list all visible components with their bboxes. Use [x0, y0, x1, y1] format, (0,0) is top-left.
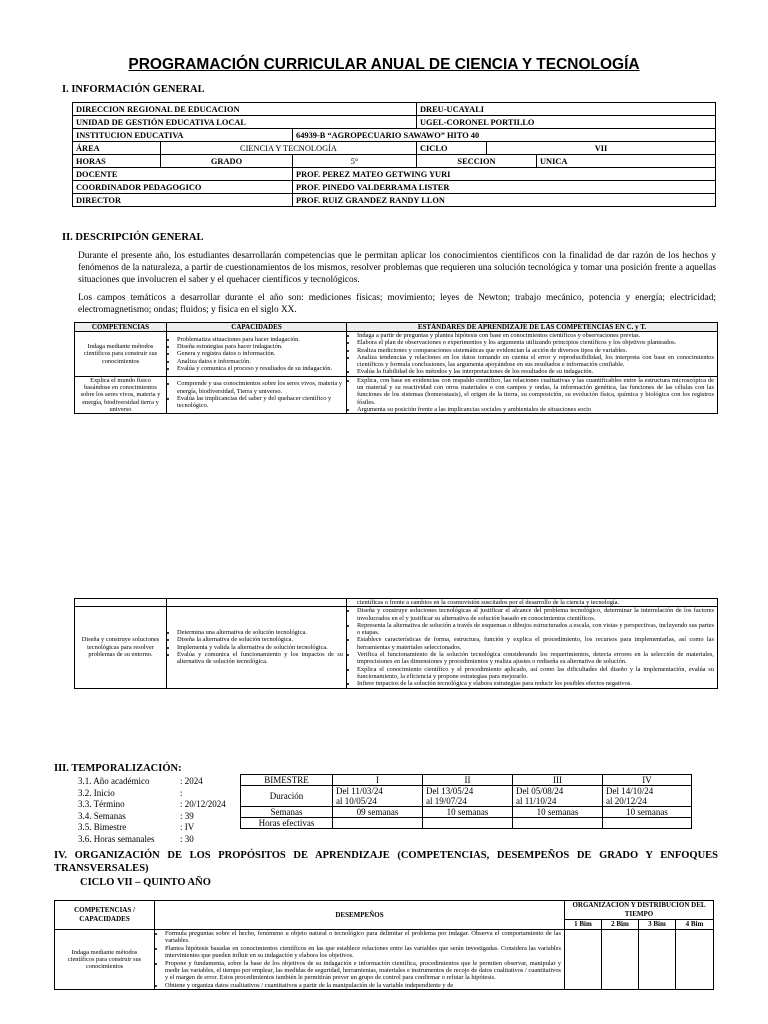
description-paragraph: Durante el presente año, los estudiantes desarrollarán competencias que le permitan aplicar los conocimientos científicos con la finalidad de dar razón de los hechos y fenómenos de la naturaleza, a partir de cuestionamientos de los mismos, resolver problemas que requieren una solución tecnológica y tomar una posición frente a aquellas situaciones que involucren el saber y el quehacer científicos y tecnológicos. — [78, 251, 716, 285]
list-item: 3.4. Semanas : 39 — [78, 810, 194, 821]
table-row: científicas o frente a cambios en la cosmovisión suscitados por el desarrollo de la ciencia y tecnología. — [75, 599, 718, 607]
cycle-label: CICLO VII – QUINTO AÑO — [80, 877, 211, 888]
section-temporalizacion: III. TEMPORALIZACIÓN: — [54, 763, 182, 774]
info-row: COORDINADOR PEDAGOGICO PROF. PINEDO VALDERRAMA LISTER — [73, 181, 716, 194]
list-item: 3.5. Bimestre : IV — [78, 822, 195, 832]
section-organizacion: IV. ORGANIZACIÓN DE LOS PROPÓSITOS DE APRENDIZAJE (COMPETENCIAS, DESEMPEÑOS DE GRADO Y ENFOQUES TRANSVERSALES) — [54, 850, 718, 874]
list-item: 3.3. Término : 20/12/2024 — [78, 799, 226, 809]
table-row: Duración Del 11/03/24 al 10/05/24 Del 13/05/24 al 19/07/24 Del 05/08/24 al 11/10/24 Del 14/10/24 al 20/12/24 — [241, 786, 692, 807]
table-header-row: BIMESTRE I II III IV — [241, 775, 692, 786]
info-row: INSTITUCION EDUCATIVA 64939-B “AGROPECUARIO SAWAWO” HITO 40 — [73, 129, 716, 142]
bimester-table — [240, 774, 692, 829]
table-row: Diseña y construye soluciones tecnológicas para resolver problemas de su entorno. • Determina una alternativa de solución tecnológica. • Diseña la alternativa de solución tecnológica. • Implementa y valida la alternativa de solución tecnológica. • Evalúa y comunica el funcionamiento y los impactos de su alternativa de solución tecnológica. • Diseña y construye soluciones tecnológicas al justificar el alcance del problema tecnológico, determinar la interrelación de los factores involucrados en el y justificar su alternativa de solución basado en conocimientos científicos. • Representa la alternativa de solución a través de esquemas o dibujos estructurados a escala, con vistas y perspectivas, incluyendo sus partes o etapas. • Establece características de forma, estructura, función y explica el procedimiento, los recursos para implementarlas, así como las herramientas y materiales seleccionados. • Verifica el funcionamiento de la solución tecnológica considerando los requerimientos, detecta errores en la selección de materiales, imprecisiones en las dimensiones y procedimientos y realiza ajustes o rediseña su alternativa de solución. • Explica el conocimiento científico y el procedimiento aplicado, así como las dificultades del diseño y la implementación, evalúa su funcionamiento, la eficiencia y propone estrategias para mejorarlo. • Infiere impactos de la solución tecnológica y elabora estrategias para reducir los posibles efectos negativos. — [75, 607, 718, 688]
table-row: Indaga mediante métodos científicos para construir sus conocimientos • Formula preguntas sobre el hecho, fenómeno u objeto natural o tecnológico para delimitar el problema por indagar. Observa el comportamiento de las variables. • Plantea hipótesis basadas en conocimientos científicos en las que establece relaciones entre las variables que serán investigadas. Considera las variables intervinientes que pueden influir en su indagación y elabora los objetivos. • Propone y fundamenta, sobre la base de los objetivos de su indagación e información científica, procedimientos que le permiten observar, manipular y medir las variables, el tiempo por emplear, las medidas de seguridad, herramientas, materiales e instrumentos de recojo de datos cualitativos / cuantitativos y el margen de error. Estos procedimientos también le permitirán prever un grupo de control para confirmar o refutar la hipótesis. • Obtiene y organiza datos cualitativos / cuantitativos a partir de la manipulación de la variable independiente y de — [55, 930, 714, 990]
table-row: Explica el mundo físico basándose en conocimientos sobre los seres vivos, materia y energía, biodiversidad tierra y universo • Comprende y usa conocimientos sobre los seres vivos, materia y energía, biodiversidad, Tierra y universo. • Evalúa las implicancias del saber y del quehacer científico y tecnológico. • Explica, con base en evidencias con respaldo científico, las relaciones cualitativas y las cuantificables entre la estructura microscópica de un material y su reactividad con otros materiales o con campos y ondas, la información genética, las funciones de las células con las funciones de los sistemas (homeostasis), el origen de la tierra, su composición, su evolución física, química y biológica con los registros fósiles. • Argumenta su posición frente a las implicancias sociales y ambientales de situaciones socio — [75, 376, 718, 413]
section-informacion-general: I. INFORMACIÓN GENERAL — [62, 84, 205, 95]
competencies-table — [74, 322, 718, 414]
info-row: DIRECTOR PROF. RUIZ GRANDEZ RANDY LLON — [73, 194, 716, 207]
table-row: Indaga mediante métodos científicos para construir sus conocimientos • Problematiza situaciones para hacer indagación. • Diseña estrategias para hacer indagación. • Genera y registra datos o información. • Analiza datos e información. • Evalúa y comunica el proceso y resultados de su indagación. • Indaga a partir de preguntas y plantea hipótesis con base en conocimientos científicos y observaciones previas. • Elabora el plan de observaciones o experimentos y los argumenta utilizando principios científicos y los objetivos planteados. • Realiza mediciones y comparaciones sistemáticas que evidencian la acción de diversos tipos de variables. • Analiza tendencias y relaciones en los datos tomando en cuenta el error y reproducibilidad, los interpreta con base en conocimientos científicos y formula conclusiones, las argumenta apoyándose en sus resultados e información confiable. • Evalúa la fiabilidad de los métodos y las interpretaciones de los resultados de su indagación. — [75, 332, 718, 377]
info-row: HORAS GRADO 5° SECCION UNICA — [73, 155, 716, 168]
thematic-fields-paragraph: Los campos temáticos a desarrollar durante el año son: mediciones físicas; movimiento; leyes de Newton; trabajo mecánico, potencia y energía; electricidad; electromagnetismo; ondas; fluidos; y física en el siglo XX. — [78, 293, 716, 315]
info-row: ÁREA CIENCIA Y TECNOLOGÍA CICLO VII — [73, 142, 716, 155]
learning-purposes-table — [54, 900, 714, 990]
table-header-row: COMPETENCIAS / CAPACIDADES DESEMPEÑOS ORGANIZACION Y DISTRIBUCION DEL TIEMPO — [55, 901, 714, 920]
page-title: PROGRAMACIÓN CURRICULAR ANUAL DE CIENCIA Y TECNOLOGÍA — [128, 56, 640, 73]
list-item: 3.2. Inicio : — [78, 787, 183, 798]
table-header-row: COMPETENCIAS CAPACIDADES ESTÁNDARES DE APRENDIZAJE DE LAS COMPETENCIAS EN C. y T. — [75, 323, 718, 332]
table-row: Semanas 09 semanas 10 semanas 10 semanas 10 semanas — [241, 807, 692, 818]
list-item: 3.1. Año académico : 2024 — [78, 776, 203, 786]
table-header-row: 1 Bim 2 Bim 3 Bim 4 Bim — [55, 920, 714, 930]
info-row: DIRECCION REGIONAL DE EDUCACION DREU-UCAYALI — [73, 103, 716, 116]
list-item: 3.6. Horas semanales : 30 — [78, 833, 194, 844]
info-row: DOCENTE PROF. PEREZ MATEO GETWING YURI — [73, 168, 716, 181]
table-row: Horas efectivas — [241, 818, 692, 829]
info-row: UNIDAD DE GESTIÓN EDUCATIVA LOCAL UGEL-CORONEL PORTILLO — [73, 116, 716, 129]
info-table — [72, 102, 716, 207]
competencies-table-continued — [74, 598, 718, 689]
temporalization-list — [78, 776, 226, 845]
section-descripcion-general: II. DESCRIPCIÓN GENERAL — [62, 232, 204, 243]
